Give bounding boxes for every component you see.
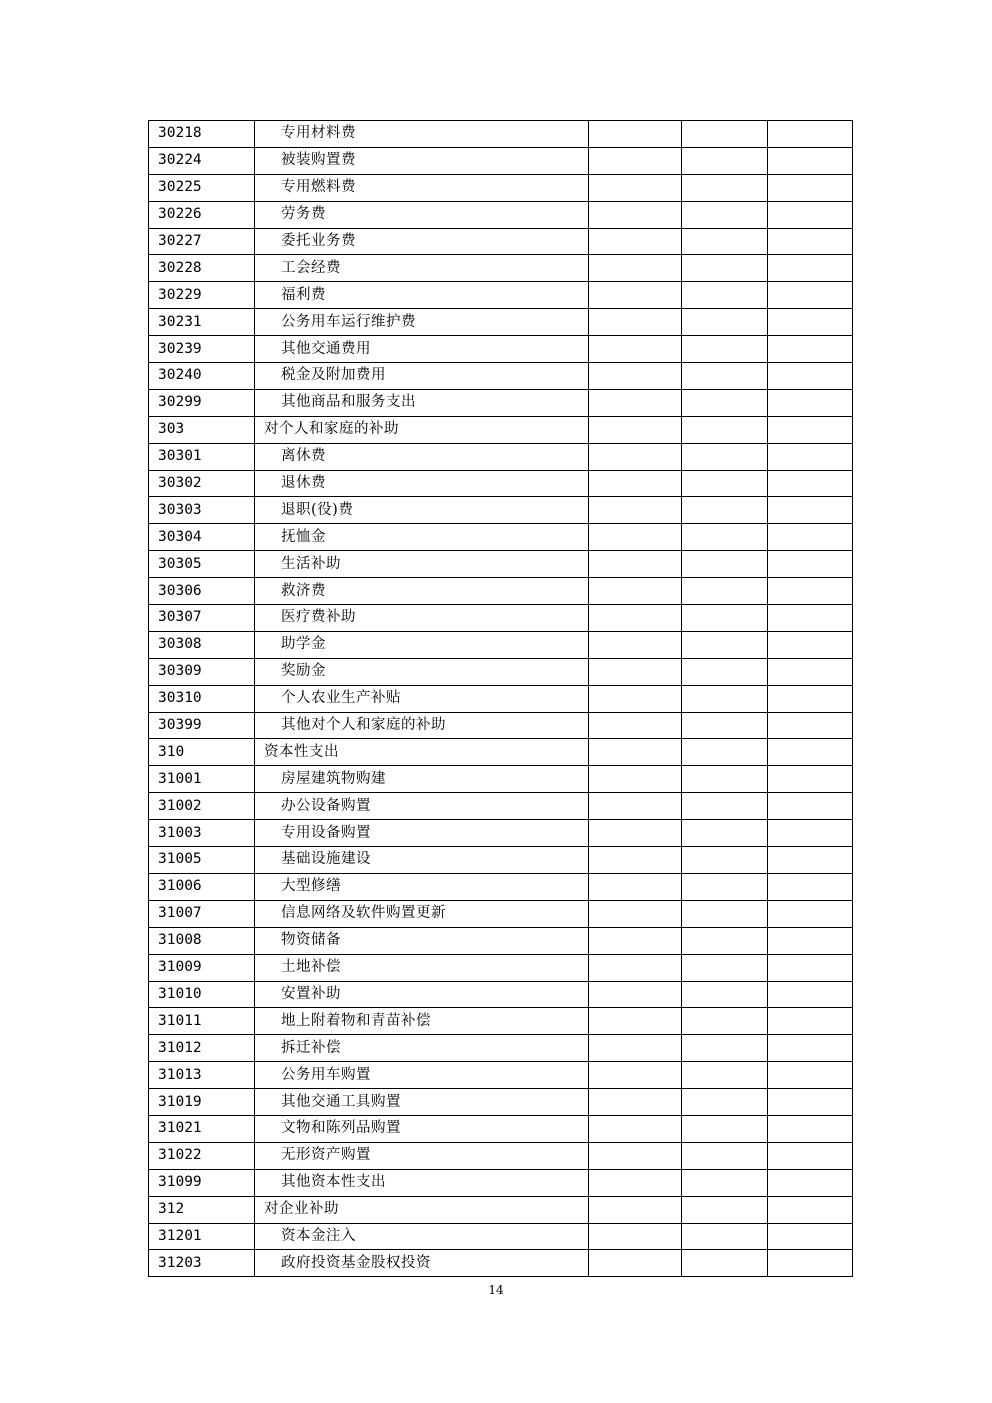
account-code-cell: 30227 [149,228,255,255]
amount-cell-3 [768,282,853,309]
account-code-cell: 310 [149,739,255,766]
account-code-cell: 30224 [149,147,255,174]
table-row [149,981,853,1008]
account-name-cell: 安置补助 [255,981,589,1008]
account-name-cell: 房屋建筑物购建 [255,766,589,793]
account-code-cell: 31013 [149,1062,255,1089]
amount-cell-2 [682,228,768,255]
amount-cell-3 [768,1196,853,1223]
table-row [149,551,853,578]
account-code-cell: 30303 [149,497,255,524]
amount-cell-3 [768,389,853,416]
amount-cell-1 [589,363,682,390]
amount-cell-1 [589,228,682,255]
account-code-cell: 31008 [149,927,255,954]
table-row [149,1035,853,1062]
amount-cell-2 [682,1250,768,1277]
amount-cell-1 [589,524,682,551]
amount-cell-1 [589,147,682,174]
amount-cell-1 [589,927,682,954]
amount-cell-1 [589,1089,682,1116]
amount-cell-1 [589,954,682,981]
amount-cell-3 [768,793,853,820]
table-row [149,1196,853,1223]
amount-cell-2 [682,1035,768,1062]
table-row [149,685,853,712]
page-number: 14 [488,1283,504,1297]
amount-cell-3 [768,470,853,497]
amount-cell-2 [682,309,768,336]
account-code-cell: 31099 [149,1169,255,1196]
account-name-cell: 助学金 [255,631,589,658]
amount-cell-1 [589,443,682,470]
amount-cell-3 [768,1089,853,1116]
table-row [149,954,853,981]
amount-cell-1 [589,282,682,309]
account-code-cell: 30240 [149,363,255,390]
amount-cell-2 [682,174,768,201]
amount-cell-2 [682,147,768,174]
table-row [149,766,853,793]
amount-cell-2 [682,416,768,443]
amount-cell-2 [682,389,768,416]
amount-cell-3 [768,174,853,201]
account-code-cell: 31005 [149,847,255,874]
amount-cell-3 [768,1008,853,1035]
amount-cell-1 [589,1223,682,1250]
account-name-cell: 对企业补助 [255,1196,589,1223]
amount-cell-1 [589,470,682,497]
amount-cell-1 [589,309,682,336]
amount-cell-3 [768,658,853,685]
amount-cell-1 [589,685,682,712]
amount-cell-3 [768,1062,853,1089]
amount-cell-3 [768,147,853,174]
table-row [149,1062,853,1089]
account-code-cell: 31006 [149,873,255,900]
amount-cell-1 [589,389,682,416]
account-code-cell: 31001 [149,766,255,793]
account-name-cell: 专用材料费 [255,121,589,148]
account-name-cell: 劳务费 [255,201,589,228]
amount-cell-2 [682,524,768,551]
account-code-cell: 312 [149,1196,255,1223]
amount-cell-1 [589,336,682,363]
amount-cell-2 [682,255,768,282]
amount-cell-1 [589,658,682,685]
account-name-cell: 救济费 [255,578,589,605]
amount-cell-2 [682,658,768,685]
account-name-cell: 税金及附加费用 [255,363,589,390]
account-code-cell: 30225 [149,174,255,201]
account-code-cell: 30299 [149,389,255,416]
amount-cell-3 [768,605,853,632]
amount-cell-1 [589,1250,682,1277]
amount-cell-2 [682,820,768,847]
account-name-cell: 生活补助 [255,551,589,578]
table-row [149,363,853,390]
account-code-cell: 31009 [149,954,255,981]
account-code-cell: 30226 [149,201,255,228]
account-code-cell: 31011 [149,1008,255,1035]
amount-cell-3 [768,1115,853,1142]
account-name-cell: 其他资本性支出 [255,1169,589,1196]
table-row [149,524,853,551]
amount-cell-3 [768,551,853,578]
account-code-cell: 303 [149,416,255,443]
account-code-cell: 30304 [149,524,255,551]
amount-cell-1 [589,900,682,927]
account-name-cell: 无形资产购置 [255,1142,589,1169]
account-code-cell: 30308 [149,631,255,658]
amount-cell-2 [682,121,768,148]
amount-cell-2 [682,1115,768,1142]
amount-cell-2 [682,847,768,874]
table-row [149,443,853,470]
amount-cell-3 [768,766,853,793]
amount-cell-1 [589,1008,682,1035]
amount-cell-3 [768,1250,853,1277]
amount-cell-2 [682,605,768,632]
account-name-cell: 被装购置费 [255,147,589,174]
amount-cell-2 [682,766,768,793]
amount-cell-3 [768,255,853,282]
account-name-cell: 对个人和家庭的补助 [255,416,589,443]
account-code-cell: 30307 [149,605,255,632]
amount-cell-1 [589,255,682,282]
amount-cell-3 [768,712,853,739]
amount-cell-2 [682,685,768,712]
account-name-cell: 其他交通工具购置 [255,1089,589,1116]
amount-cell-1 [589,873,682,900]
table-row [149,900,853,927]
amount-cell-3 [768,927,853,954]
account-name-cell: 个人农业生产补贴 [255,685,589,712]
account-name-cell: 退职(役)费 [255,497,589,524]
account-code-cell: 30310 [149,685,255,712]
account-name-cell: 福利费 [255,282,589,309]
amount-cell-2 [682,578,768,605]
table-row [149,228,853,255]
amount-cell-3 [768,524,853,551]
table-row [149,389,853,416]
account-code-cell: 31007 [149,900,255,927]
amount-cell-3 [768,443,853,470]
amount-cell-2 [682,712,768,739]
amount-cell-2 [682,900,768,927]
amount-cell-2 [682,981,768,1008]
amount-cell-1 [589,631,682,658]
amount-cell-3 [768,228,853,255]
account-name-cell: 其他对个人和家庭的补助 [255,712,589,739]
account-name-cell: 离休费 [255,443,589,470]
amount-cell-3 [768,416,853,443]
table-row [149,309,853,336]
account-code-cell: 31002 [149,793,255,820]
account-name-cell: 委托业务费 [255,228,589,255]
account-code-cell: 30309 [149,658,255,685]
account-name-cell: 抚恤金 [255,524,589,551]
account-code-cell: 30301 [149,443,255,470]
account-name-cell: 政府投资基金股权投资 [255,1250,589,1277]
account-code-cell: 31003 [149,820,255,847]
account-code-cell: 30305 [149,551,255,578]
table-row [149,605,853,632]
amount-cell-1 [589,1035,682,1062]
amount-cell-2 [682,1169,768,1196]
account-name-cell: 公务用车购置 [255,1062,589,1089]
account-name-cell: 专用燃料费 [255,174,589,201]
account-name-cell: 其他商品和服务支出 [255,389,589,416]
amount-cell-1 [589,497,682,524]
table-row [149,201,853,228]
account-code-cell: 30306 [149,578,255,605]
table-row [149,1115,853,1142]
account-name-cell: 文物和陈列品购置 [255,1115,589,1142]
amount-cell-1 [589,739,682,766]
table-row [149,1008,853,1035]
amount-cell-1 [589,847,682,874]
amount-cell-1 [589,793,682,820]
amount-cell-2 [682,1008,768,1035]
amount-cell-3 [768,363,853,390]
amount-cell-1 [589,1196,682,1223]
amount-cell-3 [768,1169,853,1196]
amount-cell-3 [768,309,853,336]
account-code-cell: 31012 [149,1035,255,1062]
account-name-cell: 办公设备购置 [255,793,589,820]
amount-cell-2 [682,363,768,390]
amount-cell-3 [768,1035,853,1062]
amount-cell-3 [768,739,853,766]
account-code-cell: 30239 [149,336,255,363]
table-row [149,1089,853,1116]
amount-cell-2 [682,739,768,766]
account-name-cell: 地上附着物和青苗补偿 [255,1008,589,1035]
account-code-cell: 30228 [149,255,255,282]
amount-cell-2 [682,1062,768,1089]
account-code-cell: 30231 [149,309,255,336]
amount-cell-2 [682,954,768,981]
account-code-cell: 31201 [149,1223,255,1250]
amount-cell-3 [768,954,853,981]
table-row [149,147,853,174]
amount-cell-2 [682,631,768,658]
account-code-cell: 31021 [149,1115,255,1142]
table-row [149,820,853,847]
account-name-cell: 公务用车运行维护费 [255,309,589,336]
amount-cell-3 [768,121,853,148]
table-row [149,1223,853,1250]
table-row [149,739,853,766]
account-name-cell: 退休费 [255,470,589,497]
amount-cell-1 [589,578,682,605]
account-name-cell: 资本性支出 [255,739,589,766]
table-row [149,1142,853,1169]
account-name-cell: 拆迁补偿 [255,1035,589,1062]
amount-cell-3 [768,873,853,900]
table-row [149,416,853,443]
amount-cell-3 [768,1223,853,1250]
amount-cell-3 [768,900,853,927]
amount-cell-3 [768,981,853,1008]
table-row [149,497,853,524]
amount-cell-1 [589,416,682,443]
table-row [149,174,853,201]
table-row [149,336,853,363]
amount-cell-1 [589,1062,682,1089]
amount-cell-1 [589,121,682,148]
account-name-cell: 基础设施建设 [255,847,589,874]
table-row [149,282,853,309]
account-name-cell: 专用设备购置 [255,820,589,847]
account-name-cell: 奖励金 [255,658,589,685]
amount-cell-2 [682,443,768,470]
budget-classification-table [148,120,853,1277]
amount-cell-1 [589,1169,682,1196]
table-body [149,121,853,1277]
amount-cell-1 [589,712,682,739]
account-code-cell: 30399 [149,712,255,739]
table-row [149,927,853,954]
account-name-cell: 信息网络及软件购置更新 [255,900,589,927]
amount-cell-2 [682,282,768,309]
account-name-cell: 大型修缮 [255,873,589,900]
amount-cell-3 [768,820,853,847]
account-code-cell: 30229 [149,282,255,309]
account-name-cell: 资本金注入 [255,1223,589,1250]
account-name-cell: 其他交通费用 [255,336,589,363]
amount-cell-2 [682,497,768,524]
account-name-cell: 物资储备 [255,927,589,954]
table-row [149,712,853,739]
table-row [149,578,853,605]
amount-cell-2 [682,873,768,900]
amount-cell-2 [682,1089,768,1116]
amount-cell-3 [768,685,853,712]
amount-cell-1 [589,174,682,201]
table-row [149,470,853,497]
table-row [149,658,853,685]
amount-cell-3 [768,578,853,605]
amount-cell-1 [589,605,682,632]
table-row [149,121,853,148]
amount-cell-2 [682,470,768,497]
account-code-cell: 30302 [149,470,255,497]
amount-cell-1 [589,1115,682,1142]
amount-cell-1 [589,766,682,793]
table-row [149,255,853,282]
amount-cell-2 [682,927,768,954]
amount-cell-3 [768,201,853,228]
amount-cell-2 [682,1142,768,1169]
amount-cell-3 [768,847,853,874]
amount-cell-1 [589,201,682,228]
amount-cell-2 [682,1223,768,1250]
account-name-cell: 医疗费补助 [255,605,589,632]
table-row [149,873,853,900]
amount-cell-2 [682,1196,768,1223]
amount-cell-1 [589,981,682,1008]
amount-cell-1 [589,820,682,847]
table-row [149,1250,853,1277]
amount-cell-3 [768,631,853,658]
amount-cell-3 [768,1142,853,1169]
account-code-cell: 31022 [149,1142,255,1169]
account-code-cell: 31203 [149,1250,255,1277]
account-code-cell: 31019 [149,1089,255,1116]
amount-cell-1 [589,551,682,578]
table-row [149,631,853,658]
table-row [149,1169,853,1196]
account-code-cell: 30218 [149,121,255,148]
account-name-cell: 土地补偿 [255,954,589,981]
amount-cell-2 [682,336,768,363]
amount-cell-2 [682,201,768,228]
amount-cell-2 [682,551,768,578]
table-row [149,847,853,874]
amount-cell-1 [589,1142,682,1169]
amount-cell-3 [768,497,853,524]
account-name-cell: 工会经费 [255,255,589,282]
table-row [149,793,853,820]
account-code-cell: 31010 [149,981,255,1008]
amount-cell-2 [682,793,768,820]
amount-cell-3 [768,336,853,363]
